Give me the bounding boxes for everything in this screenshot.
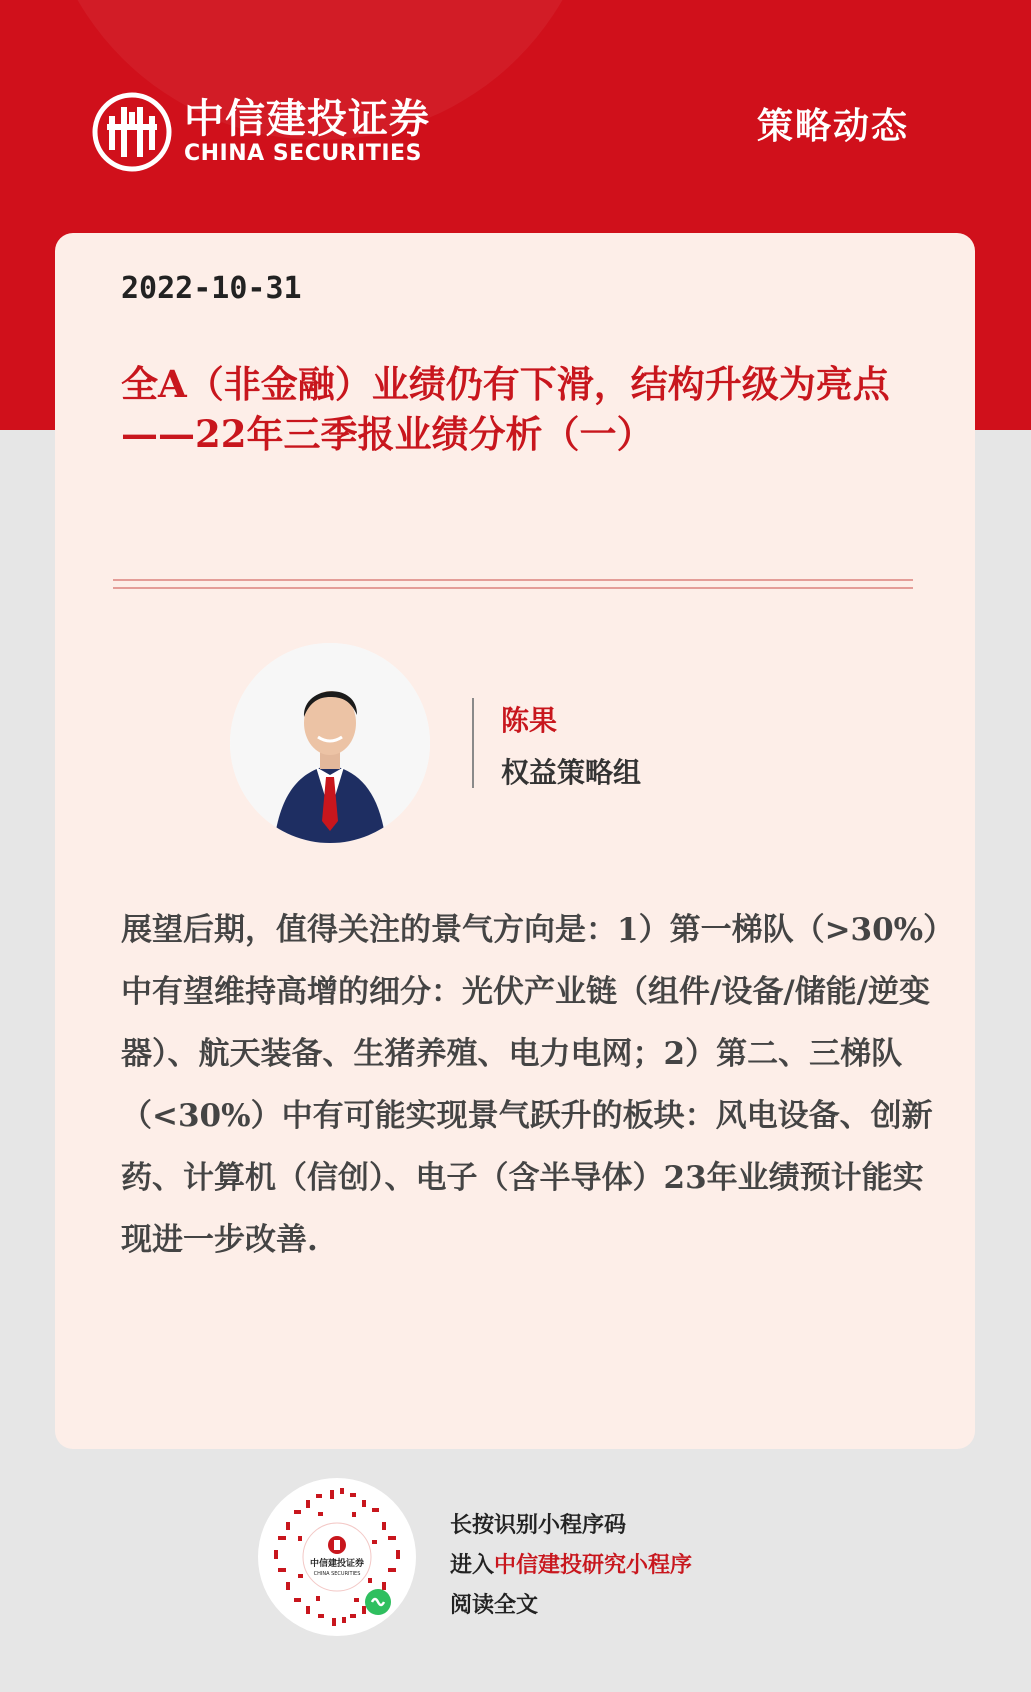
mini-program-name: 中信建投研究小程序 <box>494 1552 693 1578</box>
brand-name-cn: 中信建投证券 <box>184 95 430 142</box>
qr-line2-prefix: 进入 <box>450 1552 495 1578</box>
qr-brand-cn: 中信建投证券 <box>309 1559 365 1569</box>
author-team: 权益策略组 <box>501 756 642 789</box>
author-portrait-icon <box>230 643 430 843</box>
author-avatar <box>230 643 430 843</box>
author-name: 陈果 <box>501 704 558 737</box>
brand-logo <box>92 92 430 172</box>
article-title: 全A（非金融）业绩仍有下滑，结构升级为亮点——22年三季报业绩分析（一） <box>121 362 890 456</box>
qr-instruction-line3: 阅读全文 <box>450 1592 539 1618</box>
article-summary: 展望后期，值得关注的景气方向是：1）第一梯队（>30%）中有望维持高增的细分：光伏产业链（组件/设备/储能/逆变器）、航天装备、生猪养殖、电力电网；2）第二、三梯队（<30%）中有可能实现景气跃升的板块：风电设备、创新药、计算机（信创）、电子（含半导体）23年业绩预计能实现进一步改善. <box>121 912 939 1258</box>
qr-instructions <box>450 1505 692 1625</box>
brand-name-en: CHINA SECURITIES <box>184 141 422 166</box>
article-date: 2022-10-31 <box>121 271 302 306</box>
section-tag: 策略动态 <box>756 105 909 147</box>
qr-brand-en: CHINA SECURITIES <box>313 1571 361 1577</box>
author-separator <box>472 698 474 788</box>
qr-code-icon <box>258 1478 416 1636</box>
mini-program-qr-code[interactable] <box>258 1478 416 1636</box>
qr-instruction-line2 <box>450 1545 692 1585</box>
qr-instruction-line1: 长按识别小程序码 <box>450 1512 627 1538</box>
article-card <box>55 233 975 1449</box>
title-divider <box>113 579 913 589</box>
citic-logo-icon <box>92 92 172 172</box>
